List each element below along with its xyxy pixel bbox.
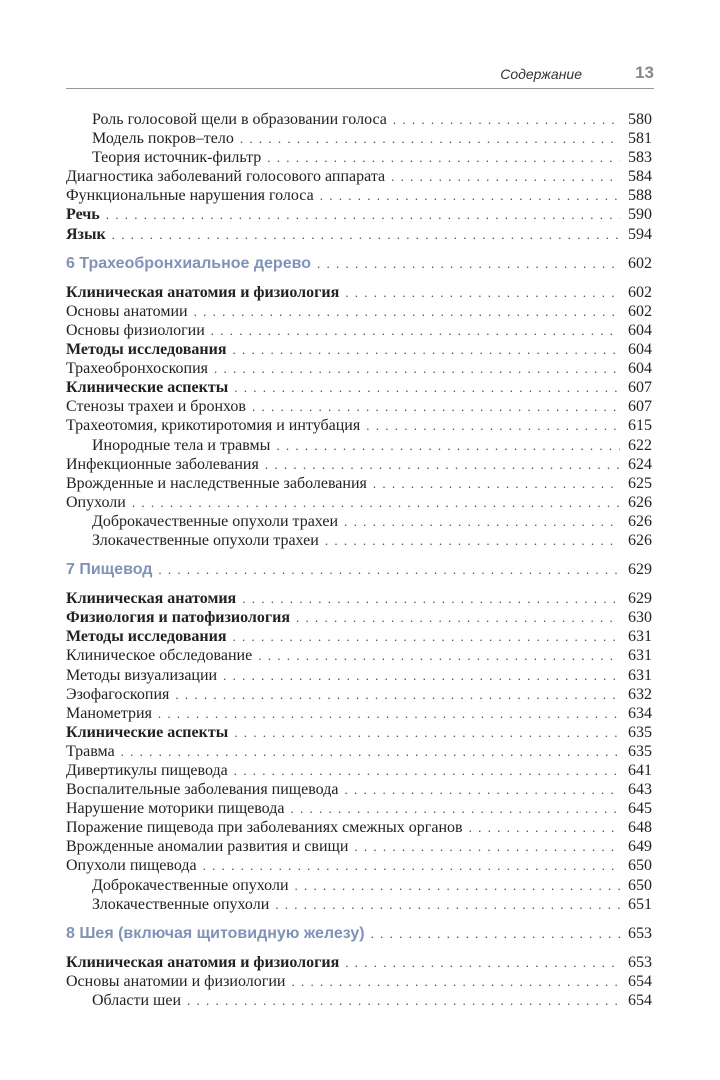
entry-title: Речь: [66, 206, 100, 224]
entry-title: Методы исследования: [66, 341, 227, 359]
entry-page: 584: [628, 168, 652, 186]
dot-leader: [258, 646, 620, 665]
entry-page: 654: [628, 972, 652, 990]
entry-title: 7 Пищевод: [66, 561, 153, 579]
entry-title: Врожденные аномалии развития и свищи: [66, 838, 349, 856]
dot-leader: [393, 110, 620, 129]
toc-entry: [66, 876, 652, 895]
dot-leader: [232, 627, 620, 646]
entry-page: 590: [628, 206, 652, 224]
toc-entry: [66, 378, 652, 397]
toc-entry: [66, 589, 652, 608]
entry-page: 604: [628, 341, 652, 359]
entry-title: Основы анатомии: [66, 302, 188, 320]
dot-leader: [295, 876, 620, 895]
toc-entry: [66, 972, 652, 991]
dot-leader: [106, 205, 620, 224]
dot-leader: [371, 924, 620, 943]
toc-entry: [66, 512, 652, 531]
entry-title: Стенозы трахеи и бронхов: [66, 398, 246, 416]
entry-page: 653: [628, 953, 652, 971]
dot-leader: [194, 302, 620, 321]
entry-page: 650: [628, 857, 652, 875]
dot-leader: [112, 225, 620, 244]
entry-page: 643: [628, 781, 652, 799]
entry-title: Клиническая анатомия и физиология: [66, 953, 340, 971]
entry-title: Доброкачественные опухоли: [92, 876, 289, 894]
dot-leader: [158, 560, 620, 579]
entry-page: 648: [628, 819, 652, 837]
dot-leader: [344, 512, 620, 531]
toc-entry: [66, 742, 652, 761]
toc-entry: [66, 474, 652, 493]
entry-title: Эзофагоскопия: [66, 685, 170, 703]
dot-leader: [366, 416, 620, 435]
entry-title: Области шеи: [92, 992, 182, 1010]
entry-page: 626: [628, 531, 652, 549]
dot-leader: [252, 397, 620, 416]
toc-chapter-entry: [66, 924, 652, 943]
entry-page: 641: [628, 762, 652, 779]
entry-page: 653: [628, 924, 652, 942]
entry-title: Физиология и патофизиология: [66, 609, 291, 627]
entry-title: Клиническая анатомия: [66, 590, 237, 608]
dot-leader: [317, 254, 620, 273]
entry-title: Врожденные и наследственные заболевания: [66, 474, 367, 492]
dot-leader: [265, 455, 620, 474]
entry-page: 629: [628, 590, 652, 608]
entry-page: 602: [628, 254, 652, 272]
header-title: Содержание: [500, 66, 582, 82]
page-number: 13: [635, 63, 654, 82]
entry-title: Основы анатомии и физиологии: [66, 972, 286, 990]
toc-entry: [66, 761, 652, 780]
entry-page: 583: [628, 149, 652, 167]
entry-page: 624: [628, 455, 652, 473]
dot-leader: [325, 531, 620, 550]
dot-leader: [296, 608, 620, 627]
toc-entry: [66, 608, 652, 627]
dot-leader: [214, 359, 620, 378]
toc-entry: [66, 416, 652, 435]
dot-leader: [203, 856, 620, 875]
entry-title: Методы исследования: [66, 628, 227, 646]
dot-leader: [291, 972, 620, 991]
dot-leader: [234, 723, 620, 742]
toc-entry: [66, 646, 652, 665]
toc-entry: [66, 186, 652, 205]
dot-leader: [373, 474, 620, 493]
dot-leader: [187, 991, 620, 1010]
entry-page: 635: [628, 742, 652, 760]
entry-title: Злокачественные опухоли: [92, 895, 270, 913]
toc-entry: [66, 627, 652, 646]
entry-title: Клиническое обследование: [66, 647, 253, 665]
dot-leader: [345, 953, 620, 972]
entry-title: Опухоли пищевода: [66, 857, 197, 875]
entry-title: 8 Шея (включая щитовидную железу): [66, 924, 365, 942]
toc-entry: [66, 129, 652, 148]
toc-entry: [66, 397, 652, 416]
toc-entry: [66, 302, 652, 321]
toc-entry: [66, 167, 652, 186]
entry-page: 602: [628, 283, 652, 301]
toc-entry: [66, 436, 652, 455]
entry-page: 631: [628, 666, 652, 684]
dot-leader: [344, 780, 620, 799]
dot-leader: [290, 799, 620, 818]
entry-page: 607: [628, 398, 652, 416]
dot-leader: [175, 685, 620, 704]
dot-leader: [121, 742, 620, 761]
running-header: [66, 62, 654, 89]
entry-title: Функциональные нарушения голоса: [66, 187, 314, 205]
dot-leader: [158, 704, 620, 723]
dot-leader: [320, 186, 620, 205]
dot-leader: [132, 493, 620, 512]
entry-title: 6 Трахеобронхиальное дерево: [66, 254, 311, 272]
toc-entry: [66, 283, 652, 302]
entry-title: Клинические аспекты: [66, 379, 229, 397]
entry-title: Инфекционные заболевания: [66, 455, 259, 473]
entry-title: Клинические аспекты: [66, 723, 229, 741]
dot-leader: [211, 321, 620, 340]
toc-entry: [66, 321, 652, 340]
entry-page: 649: [628, 838, 652, 856]
toc-entry: [66, 818, 652, 837]
entry-page: 607: [628, 379, 652, 397]
entry-page: 632: [628, 685, 652, 703]
entry-page: 654: [628, 992, 652, 1010]
entry-page: 580: [628, 111, 652, 128]
entry-title: Манометрия: [66, 704, 152, 722]
entry-title: Модель покров–тело: [92, 130, 234, 148]
entry-page: 604: [628, 360, 652, 378]
dot-leader: [275, 895, 620, 914]
entry-title: Основы физиологии: [66, 321, 205, 339]
toc-entry: [66, 359, 652, 378]
entry-page: 634: [628, 704, 652, 722]
entry-page: 615: [628, 417, 652, 435]
entry-title: Опухоли: [66, 493, 126, 511]
dot-leader: [345, 283, 620, 302]
entry-page: 631: [628, 647, 652, 665]
entry-page: 630: [628, 609, 652, 627]
entry-page: 625: [628, 474, 652, 492]
entry-title: Роль голосовой щели в образовании голоса: [92, 111, 387, 128]
toc-entry: [66, 856, 652, 875]
entry-title: Теория источник-фильтр: [92, 149, 262, 167]
toc-entry: [66, 895, 652, 914]
toc-entry: [66, 837, 652, 856]
toc-entry: [66, 531, 652, 550]
entry-title: Воспалительные заболевания пищевода: [66, 781, 339, 799]
entry-page: 622: [628, 436, 652, 454]
toc-entry: [66, 799, 652, 818]
entry-page: 581: [628, 130, 652, 148]
entry-page: 604: [628, 321, 652, 339]
dot-leader: [469, 818, 620, 837]
dot-leader: [234, 761, 620, 780]
toc-entry: [66, 148, 652, 167]
dot-leader: [276, 436, 620, 455]
entry-page: 650: [628, 876, 652, 894]
toc-entry: [66, 493, 652, 512]
entry-page: 594: [628, 225, 652, 243]
toc-entry: [66, 110, 652, 129]
entry-title: Инородные тела и травмы: [92, 436, 271, 454]
toc-entry: [66, 704, 652, 723]
toc-entry: [66, 953, 652, 972]
toc-entry: [66, 225, 652, 244]
dot-leader: [267, 148, 620, 167]
entry-page: 645: [628, 800, 652, 818]
entry-page: 635: [628, 723, 652, 741]
entry-page: 602: [628, 302, 652, 320]
entry-title: Травма: [66, 742, 115, 760]
dot-leader: [234, 378, 620, 397]
entry-title: Диагностика заболеваний голосового аппарата: [66, 168, 386, 186]
entry-title: Методы визуализации: [66, 666, 218, 684]
entry-page: 588: [628, 187, 652, 205]
toc-entry: [66, 666, 652, 685]
entry-title: Язык: [66, 225, 106, 243]
toc-entry: [66, 340, 652, 359]
entry-title: Дивертикулы пищевода: [66, 762, 228, 779]
toc-entry: [66, 455, 652, 474]
dot-leader: [223, 666, 620, 685]
toc-entry: [66, 205, 652, 224]
toc-entry: [66, 991, 652, 1010]
entry-title: Трахеотомия, крикотиротомия и интубация: [66, 417, 361, 435]
dot-leader: [232, 340, 620, 359]
entry-page: 626: [628, 493, 652, 511]
entry-title: Злокачественные опухоли трахеи: [92, 531, 319, 549]
entry-page: 629: [628, 561, 652, 579]
entry-page: 631: [628, 628, 652, 646]
entry-page: 626: [628, 512, 652, 530]
toc-chapter-entry: [66, 560, 652, 579]
entry-title: Нарушение моторики пищевода: [66, 800, 285, 818]
entry-title: Поражение пищевода при заболеваниях смежных органов: [66, 819, 463, 837]
dot-leader: [240, 129, 620, 148]
dot-leader: [354, 837, 620, 856]
entry-title: Клиническая анатомия и физиология: [66, 283, 340, 301]
entry-title: Трахеобронхоскопия: [66, 360, 209, 378]
toc-entry: [66, 723, 652, 742]
toc-chapter-entry: [66, 254, 652, 273]
toc-entry: [66, 685, 652, 704]
dot-leader: [391, 167, 620, 186]
toc-entry: [66, 780, 652, 799]
entry-title: Доброкачественные опухоли трахеи: [92, 512, 339, 530]
entry-page: 651: [628, 895, 652, 913]
dot-leader: [242, 589, 620, 608]
table-of-contents: [66, 110, 652, 1010]
